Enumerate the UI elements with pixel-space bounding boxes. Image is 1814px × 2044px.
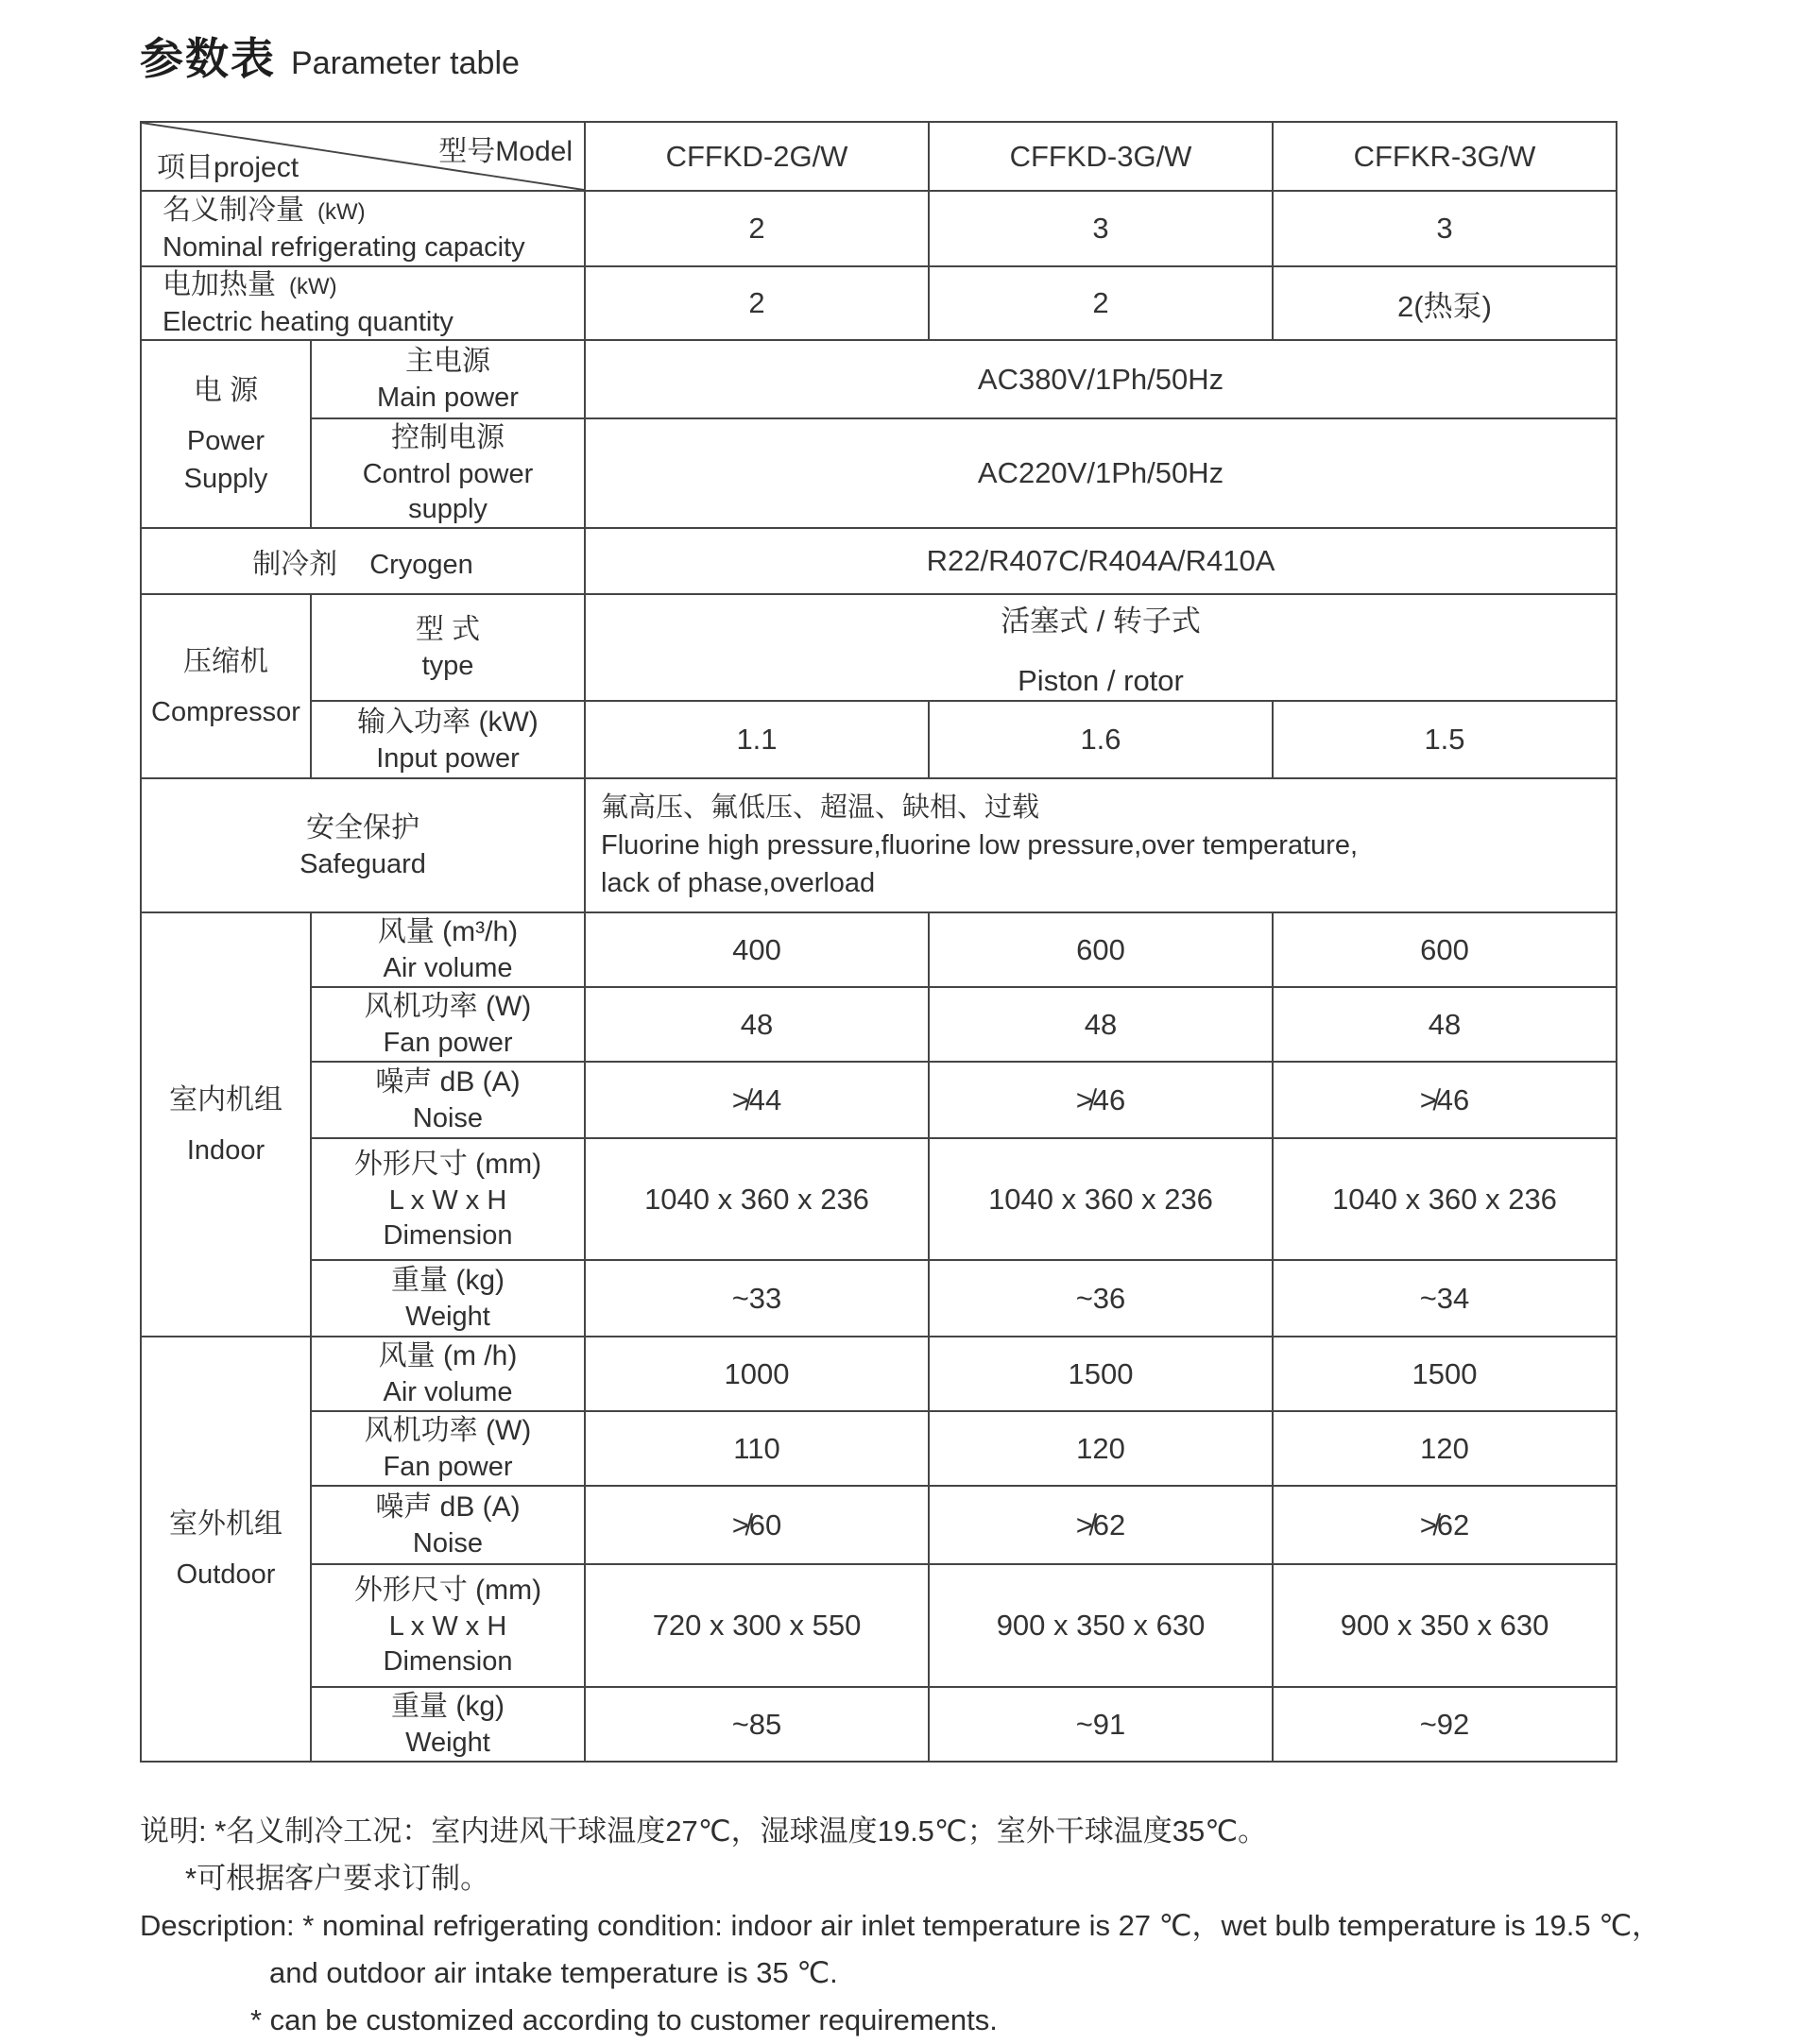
label-en: Cryogen — [369, 550, 473, 580]
label-zh: 型 式 — [415, 614, 481, 645]
outdoor-noise-value-2: ≯62 — [929, 1486, 1273, 1564]
outdoor-fan-power-value-2: 120 — [929, 1411, 1273, 1486]
label-en: Dimension — [383, 1646, 513, 1677]
nominal-capacity-label — [141, 191, 585, 266]
group-label-zh: 压缩机 — [183, 645, 268, 677]
indoor-weight-value-2: ~36 — [929, 1260, 1273, 1337]
compressor-type-value — [585, 594, 1617, 701]
indoor-fan-power-value-1: 48 — [585, 987, 929, 1062]
label-en: Air volume — [383, 1377, 513, 1407]
parameter-table — [140, 121, 1617, 1763]
label-line2: L x W x H — [388, 1184, 507, 1216]
table-row-indoor-fan-power — [141, 987, 1617, 1062]
label-zh — [163, 193, 584, 230]
page-title-zh: 参数表 — [140, 34, 276, 83]
indoor-air-volume-value-3: 600 — [1273, 912, 1617, 987]
indoor-fan-power-label — [311, 987, 585, 1062]
table-row-nominal-capacity — [141, 191, 1617, 266]
label-en: Fan power — [383, 1452, 513, 1482]
label-unit: (kW) — [289, 274, 337, 299]
label-zh: 噪声 dB (A) — [375, 1491, 521, 1523]
label-zh: 外形尺寸 (mm) — [353, 1575, 542, 1606]
label-en: Nominal refrigerating capacity — [163, 232, 525, 263]
nominal-capacity-value-3: 3 — [1273, 191, 1617, 266]
table-row-outdoor-dimension — [141, 1564, 1617, 1687]
outdoor-dimension-value-1: 720 x 300 x 550 — [585, 1564, 929, 1687]
label-en: Weight — [405, 1728, 490, 1758]
group-label-zh: 电 源 — [193, 374, 259, 406]
input-power-value-2: 1.6 — [929, 701, 1273, 778]
label-en: Noise — [412, 1528, 484, 1559]
table-row-outdoor-noise — [141, 1486, 1617, 1564]
outdoor-noise-value-1: ≯60 — [585, 1486, 929, 1564]
outdoor-weight-label — [311, 1687, 585, 1762]
group-label-en-2: Supply — [183, 463, 268, 494]
indoor-dimension-value-1: 1040 x 360 x 236 — [585, 1138, 929, 1260]
project-header-label: 项目project — [157, 152, 299, 183]
outdoor-weight-value-1: ~85 — [585, 1687, 929, 1762]
label-zh: 控制电源 — [391, 422, 505, 453]
document-page — [140, 25, 1708, 2044]
label-zh: 风量 (m³/h) — [377, 916, 519, 947]
label-zh: 输入功率 (kW) — [357, 706, 539, 738]
indoor-weight-value-3: ~34 — [1273, 1260, 1617, 1337]
main-power-label — [311, 340, 585, 418]
note-zh-1: 说明: *名义制冷工况：室内进风干球温度27℃，湿球温度19.5℃；室外干球温度35℃。 — [140, 1814, 1268, 1848]
table-row-main-power — [141, 340, 1617, 418]
indoor-group-label — [141, 912, 311, 1337]
main-power-value: AC380V/1Ph/50Hz — [585, 340, 1617, 418]
power-supply-group-label — [141, 340, 311, 528]
group-label-en: Compressor — [151, 696, 300, 727]
label-en: Dimension — [383, 1219, 513, 1251]
label-en: Fan power — [383, 1028, 513, 1058]
label-zh: 噪声 dB (A) — [375, 1066, 521, 1098]
label-en: Noise — [412, 1103, 484, 1133]
outdoor-air-volume-value-2: 1500 — [929, 1337, 1273, 1411]
indoor-air-volume-label — [311, 912, 585, 987]
note-en-3: * can be customized according to customer requirements. — [250, 2003, 998, 2036]
note-en-2: and outdoor air intake temperature is 35 ℃. — [269, 1956, 838, 1989]
indoor-noise-value-3: ≯46 — [1273, 1062, 1617, 1138]
label-zh — [163, 267, 584, 305]
cryogen-value: R22/R407C/R404A/R410A — [585, 528, 1617, 594]
table-row-outdoor-fan-power — [141, 1411, 1617, 1486]
model-name-2: CFFKD-3G/W — [929, 122, 1273, 191]
page-title-en: Parameter table — [291, 45, 520, 81]
label-line2: L x W x H — [388, 1611, 507, 1642]
corner-cell — [141, 122, 585, 191]
indoor-dimension-label — [311, 1138, 585, 1260]
safeguard-value-zh: 氟高压、氟低压、超温、缺相、过载 — [601, 792, 1040, 823]
indoor-fan-power-value-3: 48 — [1273, 987, 1617, 1062]
table-row-indoor-dimension — [141, 1138, 1617, 1260]
safeguard-value — [585, 778, 1617, 912]
label-zh: 风量 (m /h) — [378, 1340, 518, 1371]
electric-heating-value-2: 2 — [929, 266, 1273, 340]
table-row-indoor-weight — [141, 1260, 1617, 1337]
compressor-type-label — [311, 594, 585, 701]
outdoor-dimension-value-3: 900 x 350 x 630 — [1273, 1564, 1617, 1687]
table-row-input-power — [141, 701, 1617, 778]
label-zh: 风机功率 (W) — [364, 991, 532, 1022]
input-power-label — [311, 701, 585, 778]
nominal-capacity-value-1: 2 — [585, 191, 929, 266]
label-en: Weight — [405, 1302, 490, 1332]
table-row-control-power — [141, 418, 1617, 528]
outdoor-air-volume-label — [311, 1337, 585, 1411]
control-power-label — [311, 418, 585, 528]
label-zh: 安全保护 — [306, 811, 419, 843]
note-zh-2: *可根据客户要求订制。 — [185, 1862, 490, 1895]
outdoor-weight-value-2: ~91 — [929, 1687, 1273, 1762]
model-header-label: 型号Model — [438, 136, 573, 167]
label-en: Air volume — [383, 953, 513, 983]
label-zh: 制冷剂 — [252, 549, 338, 580]
outdoor-noise-value-3: ≯62 — [1273, 1486, 1617, 1564]
electric-heating-value-1: 2 — [585, 266, 929, 340]
label-en: Main power — [377, 383, 519, 413]
indoor-air-volume-value-1: 400 — [585, 912, 929, 987]
table-row-cryogen — [141, 528, 1617, 594]
outdoor-air-volume-value-3: 1500 — [1273, 1337, 1617, 1411]
indoor-weight-value-1: ~33 — [585, 1260, 929, 1337]
table-row-safeguard — [141, 778, 1617, 912]
label-en: Safeguard — [299, 848, 426, 879]
input-power-value-1: 1.1 — [585, 701, 929, 778]
table-row-indoor-noise — [141, 1062, 1617, 1138]
nominal-capacity-value-2: 3 — [929, 191, 1273, 266]
group-label-en-1: Power — [186, 425, 265, 456]
indoor-dimension-value-3: 1040 x 360 x 236 — [1273, 1138, 1617, 1260]
indoor-weight-label — [311, 1260, 585, 1337]
outdoor-fan-power-value-1: 110 — [585, 1411, 929, 1486]
outdoor-weight-value-3: ~92 — [1273, 1687, 1617, 1762]
footnotes — [140, 1808, 1708, 2044]
table-row-compressor-type — [141, 594, 1617, 701]
label-zh: 重量 (kg) — [391, 1691, 505, 1722]
note-en-1: Description: * nominal refrigerating condition: indoor air inlet temperature is 27 ℃，wet bulb temperature is 19.5 ℃， — [140, 1909, 1662, 1942]
outdoor-group-label — [141, 1337, 311, 1762]
safeguard-label — [141, 778, 585, 912]
label-en-2: supply — [408, 494, 488, 524]
electric-heating-label — [141, 266, 585, 340]
label-zh: 外形尺寸 (mm) — [353, 1148, 542, 1180]
table-row-outdoor-air-volume — [141, 1337, 1617, 1411]
safeguard-value-en-2: lack of phase,overload — [601, 868, 876, 898]
model-name-3: CFFKR-3G/W — [1273, 122, 1617, 191]
label-zh-text: 电加热量 — [163, 269, 276, 300]
model-name-1: CFFKD-2G/W — [585, 122, 929, 191]
indoor-noise-value-1: ≯44 — [585, 1062, 929, 1138]
group-label-zh: 室内机组 — [169, 1083, 282, 1116]
outdoor-dimension-label — [311, 1564, 585, 1687]
outdoor-fan-power-label — [311, 1411, 585, 1486]
label-zh: 风机功率 (W) — [364, 1415, 532, 1446]
indoor-fan-power-value-2: 48 — [929, 987, 1273, 1062]
outdoor-dimension-value-2: 900 x 350 x 630 — [929, 1564, 1273, 1687]
type-value-en: Piston / rotor — [1018, 664, 1184, 697]
label-en-1: Control power — [362, 459, 534, 489]
compressor-group-label — [141, 594, 311, 778]
label-zh-text: 名义制冷量 — [163, 195, 304, 226]
label-zh: 重量 (kg) — [391, 1265, 505, 1296]
group-label-en: Outdoor — [176, 1559, 276, 1590]
table-row-electric-heating — [141, 266, 1617, 340]
table-row-header — [141, 122, 1617, 191]
label-zh: 主电源 — [405, 346, 490, 377]
group-label-en: Indoor — [186, 1134, 265, 1166]
label-unit: (kW) — [317, 199, 366, 225]
label-en: Input power — [376, 742, 520, 774]
group-label-zh: 室外机组 — [169, 1508, 282, 1540]
label-en: Electric heating quantity — [163, 307, 454, 337]
label-en: type — [421, 651, 474, 681]
indoor-noise-label — [311, 1062, 585, 1138]
indoor-air-volume-value-2: 600 — [929, 912, 1273, 987]
indoor-noise-value-2: ≯46 — [929, 1062, 1273, 1138]
cryogen-label — [141, 528, 585, 594]
control-power-value: AC220V/1Ph/50Hz — [585, 418, 1617, 528]
outdoor-noise-label — [311, 1486, 585, 1564]
table-row-outdoor-weight — [141, 1687, 1617, 1762]
outdoor-air-volume-value-1: 1000 — [585, 1337, 929, 1411]
electric-heating-value-3: 2(热泵) — [1273, 266, 1617, 340]
input-power-value-3: 1.5 — [1273, 701, 1617, 778]
type-value-zh: 活塞式 / 转子式 — [1001, 605, 1201, 638]
table-row-indoor-air-volume — [141, 912, 1617, 987]
indoor-dimension-value-2: 1040 x 360 x 236 — [929, 1138, 1273, 1260]
safeguard-value-en-1: Fluorine high pressure,fluorine low pressure,over temperature, — [601, 830, 1359, 860]
page-title — [140, 25, 1708, 87]
outdoor-fan-power-value-3: 120 — [1273, 1411, 1617, 1486]
